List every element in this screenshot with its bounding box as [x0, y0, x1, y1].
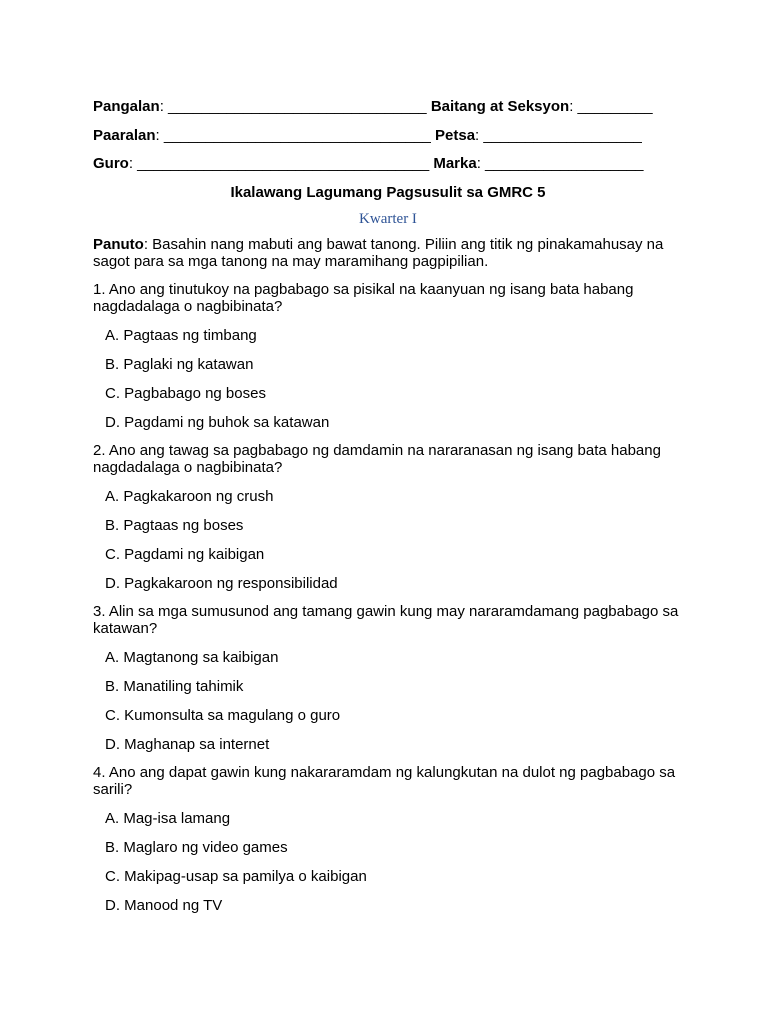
question-text: 1. Ano ang tinutukoy na pagbabago sa pisikal na kaanyuan ng isang bata habang nagdadalaga o nagbibinata? [93, 281, 634, 315]
choice-list [93, 488, 683, 592]
worksheet-page [93, 97, 683, 914]
paaralan-blank: : ________________________________ [155, 126, 436, 144]
choice-item: A. Pagtaas ng timbang [105, 327, 257, 344]
choice-item: B. Paglaki ng katawan [105, 356, 254, 373]
header-row-paaralan [93, 126, 683, 146]
guro-label: Guro [93, 155, 129, 172]
pangalan-blank: : _______________________________ [159, 98, 431, 115]
pangalan-label: Pangalan [93, 98, 160, 115]
paaralan-label: Paaralan [93, 126, 156, 144]
choice-list [93, 649, 683, 753]
choice-item: B. Maglaro ng video games [105, 839, 288, 856]
petsa-blank: : ___________________ [475, 126, 642, 144]
question-block [93, 281, 683, 431]
document-subtitle: Kwarter I [359, 211, 417, 227]
question-text: 3. Alin sa mga sumusunod ang tamang gawin kung may nararamdamang pagbabago sa katawan? [93, 603, 679, 637]
choice-item: B. Pagtaas ng boses [105, 517, 244, 534]
question-block [93, 442, 683, 592]
choice-list [93, 327, 683, 431]
choice-item: D. Maghanap sa internet [105, 736, 270, 753]
choice-item: A. Magtanong sa kaibigan [105, 649, 279, 666]
instructions-label: Panuto [93, 236, 144, 253]
guro-blank: : ___________________________________ [128, 155, 434, 172]
choice-item: C. Pagdami ng kaibigan [105, 546, 265, 563]
choice-item: D. Pagdami ng buhok sa katawan [105, 414, 330, 431]
choice-item: D. Manood ng TV [105, 897, 223, 914]
choice-item: C. Kumonsulta sa magulang o guro [105, 707, 341, 724]
question-block [93, 603, 683, 753]
baitang-blank: : _________ [569, 98, 653, 115]
choice-item: A. Pagkakaroon ng crush [105, 488, 274, 505]
instructions-text: : Basahin nang mabuti ang bawat tanong. Piliin ang titik ng pinakamahusay na sagot para sa mga tanong na may maramihang pagpipilian. [93, 236, 664, 270]
petsa-label: Petsa [435, 126, 476, 144]
header-row-guro [93, 154, 683, 174]
choice-item: C. Pagbabago ng boses [105, 385, 266, 402]
question-text: 2. Ano ang tawag sa pagbabago ng damdamin na nararanasan ng isang bata habang nagdadalaga o nagbibinata? [93, 442, 661, 476]
document-title: Ikalawang Lagumang Pagsusulit sa GMRC 5 [230, 184, 546, 201]
instructions [93, 236, 683, 270]
baitang-label: Baitang at Seksyon [430, 98, 570, 115]
question-text: 4. Ano ang dapat gawin kung nakararamdam ng kalungkutan na dulot ng pagbabago sa sarili? [93, 764, 676, 798]
marka-label: Marka [433, 155, 477, 172]
choice-item: C. Makipag-usap sa pamilya o kaibigan [105, 868, 367, 885]
choice-item: A. Mag-isa lamang [105, 810, 231, 827]
choice-item: D. Pagkakaroon ng responsibilidad [105, 575, 338, 592]
marka-blank: : ___________________ [476, 155, 644, 172]
header-row-pangalan [93, 97, 683, 117]
question-block [93, 764, 683, 914]
choice-list [93, 810, 683, 914]
choice-item: B. Manatiling tahimik [105, 678, 244, 695]
